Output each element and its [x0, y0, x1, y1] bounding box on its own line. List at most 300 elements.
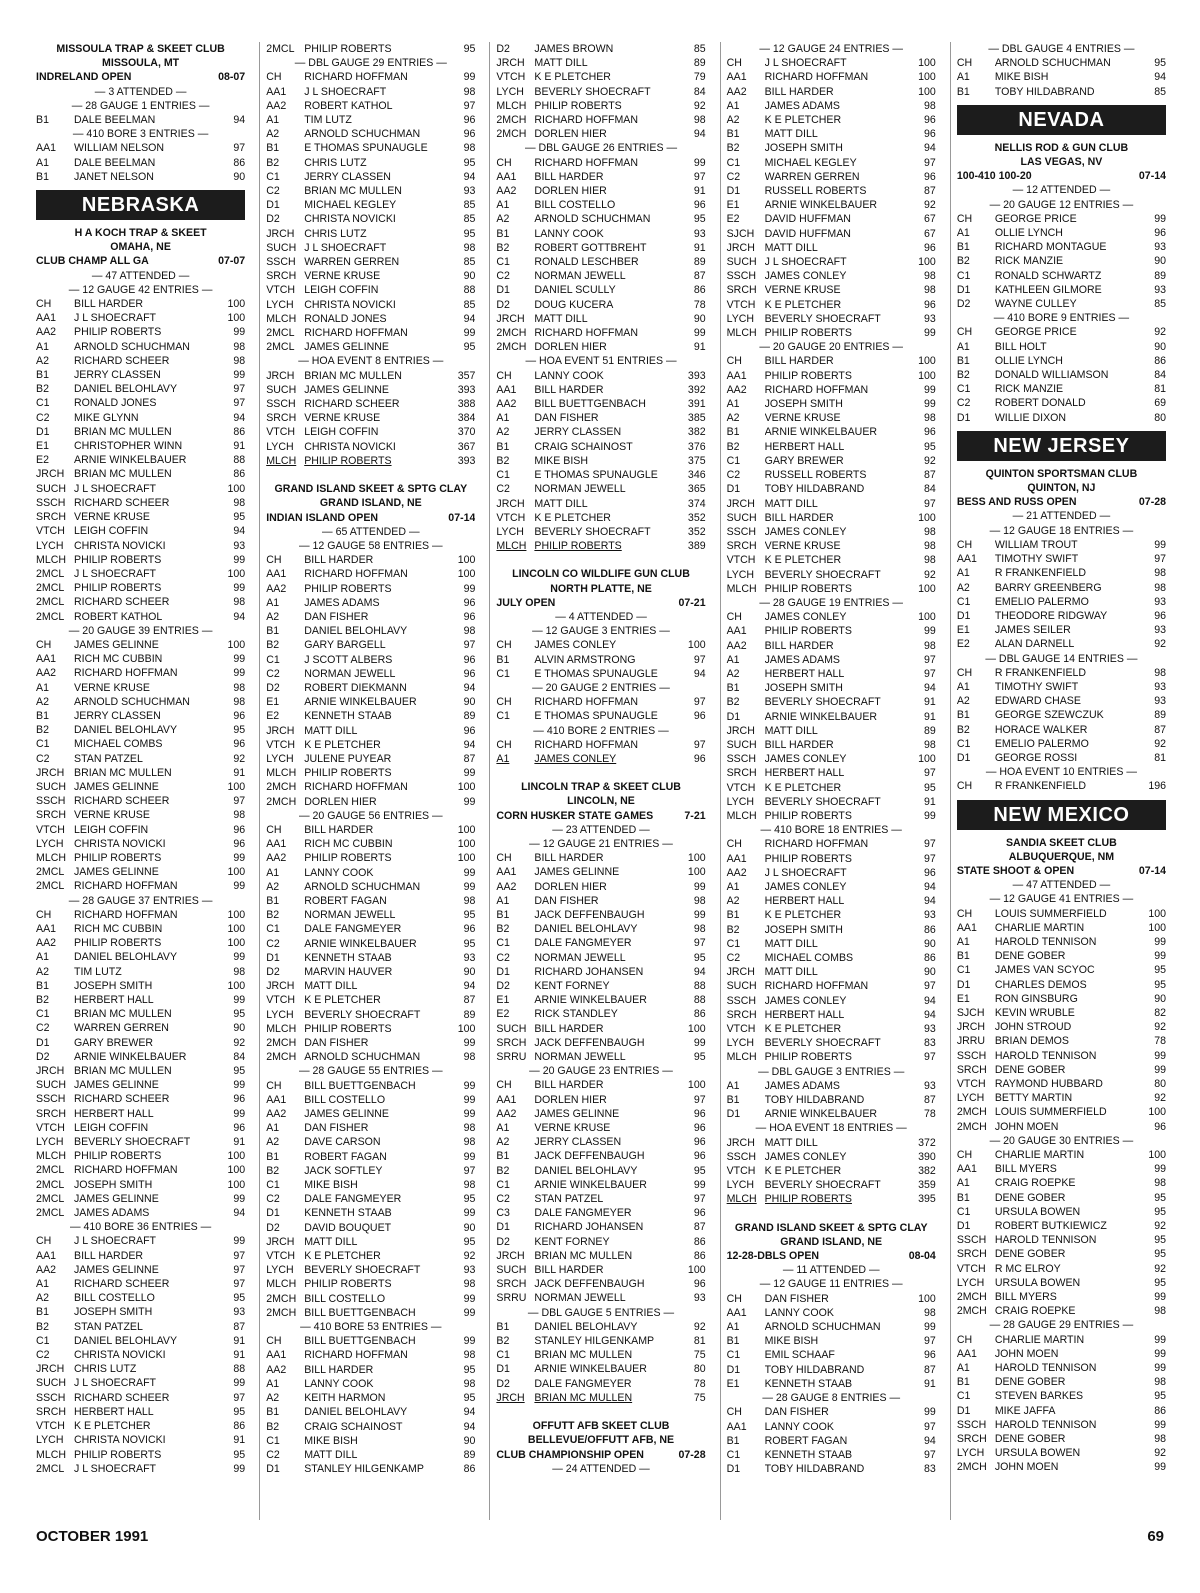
result-class: SRCH [496, 1036, 527, 1049]
result-row [957, 254, 1166, 268]
result-score: 88 [693, 994, 706, 1007]
result-row [727, 511, 936, 525]
result-class: B1 [496, 908, 510, 921]
shooter-name: MICHAEL KEGLEY [304, 199, 397, 212]
shooter-name: HAROLD TENNISON [994, 1049, 1097, 1062]
shooter-name: VERNE KRUSE [764, 284, 841, 297]
result-row [496, 1334, 705, 1348]
shooter-name: RICHARD JOHANSEN [534, 1221, 644, 1234]
shooter-name: JAMES GELINNE [534, 866, 620, 879]
result-row [957, 609, 1166, 623]
shooter-name: CHRIS LUTZ [304, 227, 367, 240]
result-score: 85 [463, 298, 476, 311]
club-heading: LINCOLN, NE [567, 795, 635, 808]
shooter-name: LOUIS SUMMERFIELD [994, 907, 1107, 920]
shooter-name: DAN FISHER [304, 1122, 369, 1135]
result-row [957, 637, 1166, 651]
result-row [266, 1178, 475, 1192]
result-score: 86 [1154, 354, 1167, 367]
result-class: LYCH [266, 1264, 294, 1277]
result-score: 99 [924, 1406, 936, 1419]
event-subheading: — 21 ATTENDED — [1012, 510, 1111, 523]
result-row [496, 1391, 705, 1405]
result-score: 94 [463, 681, 476, 694]
result-row [496, 667, 705, 681]
result-class: AA1 [956, 1347, 977, 1360]
event-subheading: — 12 GAUGE 41 ENTRIES — [989, 893, 1134, 906]
result-row [957, 297, 1166, 311]
shooter-name: DAN FISHER [304, 610, 369, 623]
result-row [36, 950, 245, 964]
result-class: JRCH [726, 497, 755, 510]
result-row [957, 623, 1166, 637]
result-row [36, 368, 245, 382]
result-score: 98 [693, 923, 706, 936]
shooter-name: JAMES ADAMS [764, 99, 840, 112]
result-score: 97 [233, 397, 246, 410]
result-row [496, 497, 705, 511]
shooter-name: CHRIS LUTZ [74, 1363, 137, 1376]
result-class: C1 [726, 1448, 741, 1461]
result-class: MLCH [266, 454, 297, 467]
shooter-name: RICHARD HOFFMAN [74, 908, 178, 921]
result-class: 2MCL [36, 610, 65, 623]
shooter-name: RONALD LESCHBER [534, 256, 639, 269]
result-class: AA1 [36, 142, 57, 155]
shooter-name: JOHN STROUD [994, 1021, 1072, 1034]
shooter-name: BEVERLY SHOECRAFT [764, 1037, 881, 1050]
result-class: CH [266, 71, 282, 84]
result-class: CH [726, 355, 742, 368]
shooter-name: DANIEL SCULLY [534, 284, 616, 297]
result-row [957, 411, 1166, 425]
result-score: 95 [233, 724, 246, 737]
result-score: 86 [924, 923, 936, 936]
shooter-name: BRIAN MC MULLEN [74, 766, 172, 779]
result-score: 95 [233, 1292, 246, 1305]
result-class: A1 [496, 894, 510, 907]
shooter-name: JAMES GELINNE [74, 780, 159, 793]
shooter-name: JOSEPH SMITH [764, 142, 843, 155]
result-row [496, 1206, 705, 1220]
result-score: 93 [693, 1292, 706, 1305]
result-class: 2MCH [266, 1051, 297, 1064]
result-class: B1 [266, 142, 280, 155]
result-row [266, 1405, 475, 1419]
result-score: 95 [1154, 1248, 1167, 1261]
shooter-name: RICH MC CUBBIN [304, 838, 393, 851]
result-row [266, 425, 475, 439]
shooter-name: VERNE KRUSE [74, 681, 150, 694]
result-class: LYCH [956, 1276, 985, 1289]
event-subheading: — DBL GAUGE 29 ENTRIES — [294, 57, 447, 70]
result-score: 374 [687, 497, 706, 510]
result-score: 93 [1154, 680, 1167, 693]
result-row [496, 511, 705, 525]
result-class: A2 [726, 412, 740, 425]
shooter-name: MIKE BISH [764, 1335, 819, 1348]
result-class: B1 [726, 909, 740, 922]
result-class: JRCH [36, 468, 65, 481]
shooter-name: DANIEL BELOHLAVY [74, 1334, 178, 1347]
result-class: C2 [956, 397, 971, 410]
result-row [957, 978, 1166, 992]
result-score: 99 [463, 1037, 476, 1050]
result-class: CH [496, 1079, 512, 1092]
shooter-name: DAN FISHER [534, 412, 599, 425]
shooter-name: WARREN GERREN [304, 256, 400, 269]
result-class: JRCH [726, 724, 755, 737]
event-name: JULY OPEN [496, 596, 556, 609]
result-row [266, 1036, 475, 1050]
result-score: 100 [687, 852, 706, 865]
result-row [496, 397, 705, 411]
result-score: 96 [924, 298, 936, 311]
result-class: SSCH [956, 1049, 987, 1062]
result-score: 94 [463, 1406, 476, 1419]
result-row [266, 227, 475, 241]
result-score: 98 [1154, 1433, 1167, 1446]
result-score: 87 [924, 1094, 936, 1107]
result-class: JRRU [956, 1035, 986, 1048]
result-class: A1 [956, 1362, 970, 1375]
result-row [727, 454, 936, 468]
result-score: 92 [233, 1036, 246, 1049]
shooter-name: JAMES CONLEY [534, 639, 617, 652]
result-score: 100 [457, 568, 476, 581]
result-class: AA1 [726, 1306, 747, 1319]
result-row [36, 496, 245, 510]
shooter-name: JAMES GELINNE [74, 866, 159, 879]
shooter-name: ARNOLD SCHUCHMAN [304, 128, 421, 141]
result-class: D1 [266, 1207, 280, 1220]
shooter-name: JERRY CLASSEN [304, 170, 391, 183]
result-score: 382 [687, 426, 706, 439]
result-row [266, 1206, 475, 1220]
result-class: SSCH [726, 753, 757, 766]
result-class: SUCH [36, 482, 67, 495]
result-score: 98 [924, 270, 936, 283]
shooter-name: BILL HARDER [304, 554, 374, 567]
result-row [957, 538, 1166, 552]
result-score: 89 [463, 1448, 476, 1461]
shooter-name: PHILIP ROBERTS [304, 852, 392, 865]
result-score: 99 [693, 880, 706, 893]
result-row [266, 1093, 475, 1107]
result-class: VTCH [496, 71, 526, 84]
shooter-name: URSULA BOWEN [994, 1276, 1081, 1289]
result-score: 388 [457, 398, 476, 411]
result-class: B1 [726, 682, 740, 695]
result-class: B1 [726, 1335, 740, 1348]
event-name: INDRELAND OPEN [36, 71, 132, 84]
shooter-name: PHILIP ROBERTS [304, 1278, 392, 1291]
club-heading: NELLIS ROD & GUN CLUB [994, 141, 1129, 154]
result-row [727, 639, 936, 653]
result-score: 95 [463, 43, 476, 55]
result-row [266, 553, 475, 567]
result-class: 2MCL [36, 582, 65, 595]
result-class: AA1 [956, 553, 977, 566]
shooter-name: R FRANKENFIELD [994, 780, 1087, 793]
shooter-name: DANIEL BELOHLAVY [74, 383, 178, 396]
result-row [496, 156, 705, 170]
result-class: VTCH [266, 994, 296, 1007]
result-score: 95 [693, 1051, 706, 1064]
result-row [496, 127, 705, 141]
shooter-name: DALE FANGMEYER [534, 937, 632, 950]
result-class: D1 [266, 951, 280, 964]
event-subheading: — 28 GAUGE 1 ENTRIES — [71, 99, 210, 112]
club-heading: QUINTON, NJ [1027, 482, 1096, 495]
result-class: SRCH [36, 511, 67, 524]
result-class: C2 [726, 170, 741, 183]
shooter-name: ROBERT KATHOL [304, 99, 393, 112]
result-class: A1 [956, 227, 970, 240]
shooter-name: RICK MANZIE [994, 255, 1064, 268]
result-class: B2 [496, 923, 510, 936]
result-row [496, 369, 705, 383]
result-class: CH [496, 696, 512, 709]
shooter-name: MATT DILL [764, 241, 818, 254]
result-score: 80 [1154, 1078, 1167, 1090]
result-row [266, 1050, 475, 1064]
shooter-name: BEVERLY SHOECRAFT [764, 1179, 881, 1192]
shooter-name: MATT DILL [764, 1136, 818, 1149]
result-score: 93 [924, 312, 936, 325]
result-class: A1 [726, 99, 740, 112]
result-class: VTCH [266, 1250, 296, 1263]
result-class: MLCH [726, 1051, 757, 1064]
result-row [727, 56, 936, 70]
result-score: 87 [693, 270, 706, 283]
result-row [36, 908, 245, 922]
result-score: 100 [918, 369, 936, 382]
result-class: B1 [956, 1376, 970, 1389]
result-class: 2MCL [36, 880, 65, 893]
result-class: LYCH [36, 1136, 64, 1149]
result-row [266, 624, 475, 638]
shooter-name: ARNIE WINKELBAUER [534, 1363, 647, 1376]
result-row [266, 127, 475, 141]
result-class: C2 [36, 411, 50, 424]
shooter-name: JAMES GELINNE [74, 1192, 159, 1205]
shooter-name: LEIGH COFFIN [304, 426, 379, 439]
shooter-name: BILL COSTELLO [304, 1093, 386, 1106]
result-score: 99 [924, 327, 936, 340]
shooter-name: RUSSELL ROBERTS [764, 469, 867, 482]
result-class: CH [496, 156, 512, 169]
shooter-name: RICHARD HOFFMAN [534, 327, 638, 340]
result-class: CH [266, 823, 282, 836]
shooter-name: GARY BARGELL [304, 639, 386, 652]
shooter-name: PHILIP ROBERTS [764, 852, 852, 865]
result-row [957, 1290, 1166, 1304]
result-row [727, 1050, 936, 1064]
result-score: 67 [924, 227, 936, 240]
shooter-name: RICHARD SCHEER [74, 1093, 170, 1106]
result-score: 90 [693, 312, 706, 325]
shooter-name: JAMES ADAMS [74, 1207, 150, 1220]
result-class: D1 [956, 751, 971, 764]
shooter-name: BILL HARDER [534, 1022, 604, 1035]
event-subheading: — 410 BORE 9 ENTRIES — [993, 312, 1130, 325]
result-score: 98 [1154, 666, 1167, 679]
result-row [266, 681, 475, 695]
shooter-name: RICHARD HOFFMAN [534, 738, 638, 751]
result-row [36, 1405, 245, 1419]
result-row [266, 70, 475, 84]
shooter-name: CHRISTA NOVICKI [304, 298, 396, 311]
result-score: 95 [463, 341, 476, 354]
event-name: BESS AND RUSS OPEN [956, 496, 1077, 509]
result-score: 100 [227, 922, 246, 935]
shooter-name: JOSEPH SMITH [74, 1178, 153, 1191]
shooter-name: R FRANKENFIELD [994, 666, 1087, 679]
result-score: 98 [924, 639, 936, 652]
result-score: 89 [693, 57, 706, 70]
shooter-name: BRIAN MC MULLEN [534, 1391, 633, 1404]
shooter-name: HAROLD TENNISON [994, 1418, 1097, 1431]
result-class: D2 [266, 681, 280, 694]
result-score: 98 [233, 596, 246, 609]
result-score: 93 [693, 227, 706, 240]
shooter-name: DALE FANGMEYER [534, 1377, 632, 1390]
result-row [266, 1391, 475, 1405]
shooter-name: RICHARD HOFFMAN [534, 696, 638, 709]
result-score: 93 [463, 951, 476, 964]
shooter-name: HAROLD TENNISON [994, 935, 1097, 948]
result-class: MLCH [36, 851, 67, 864]
result-row [266, 1221, 475, 1235]
shooter-name: TOBY HILDABRAND [764, 483, 865, 496]
result-score: 93 [1154, 595, 1167, 608]
result-score: 89 [693, 256, 706, 269]
shooter-name: MIKE JAFFA [994, 1404, 1056, 1417]
result-class: D1 [956, 1220, 971, 1233]
result-row [266, 951, 475, 965]
result-score: 78 [1154, 1035, 1167, 1048]
result-score: 93 [924, 1023, 936, 1036]
shooter-name: JACK DEFFENBAUGH [534, 908, 645, 921]
result-class: D1 [36, 425, 50, 438]
result-row [957, 1077, 1166, 1091]
result-row [957, 723, 1166, 737]
event-subheading: — 12 GAUGE 42 ENTRIES — [68, 283, 213, 296]
result-class: A1 [36, 340, 49, 353]
result-row [36, 1092, 245, 1106]
result-class: AA2 [266, 1108, 287, 1121]
result-score: 98 [1154, 1305, 1167, 1318]
result-score: 384 [457, 412, 476, 425]
result-class: SRCH [726, 767, 757, 780]
shooter-name: LEIGH COFFIN [74, 1121, 149, 1134]
shooter-name: JAMES CONLEY [764, 880, 847, 893]
result-score: 98 [463, 1377, 476, 1390]
result-row [36, 1206, 245, 1220]
result-row [266, 596, 475, 610]
result-score: 86 [463, 1463, 476, 1476]
result-class: CH [956, 212, 973, 225]
shooter-name: JACK DEFFENBAUGH [534, 1036, 645, 1049]
result-score: 96 [1154, 1120, 1167, 1133]
shooter-name: NORMAN JEWELL [534, 483, 626, 496]
result-class: CH [496, 369, 512, 382]
result-score: 98 [233, 695, 246, 708]
result-score: 97 [233, 795, 246, 808]
shooter-name: NORMAN JEWELL [304, 909, 396, 922]
result-class: B1 [266, 1150, 280, 1163]
result-class: B1 [956, 709, 970, 722]
result-row [957, 1446, 1166, 1460]
result-row [727, 113, 936, 127]
result-score: 393 [687, 369, 706, 382]
result-score: 96 [233, 1093, 246, 1106]
result-row [496, 1178, 705, 1192]
result-class: LYCH [266, 752, 294, 765]
shooter-name: DENE GOBER [994, 950, 1066, 963]
shooter-name: J L SHOECRAFT [74, 1235, 157, 1248]
shooter-name: K E PLETCHER [764, 1165, 842, 1178]
result-row [36, 1036, 245, 1050]
result-class: B1 [36, 1306, 49, 1319]
event-subheading: — 410 BORE 53 ENTRIES — [300, 1321, 442, 1334]
result-class: AA2 [496, 185, 517, 198]
result-class: 2MCH [266, 781, 297, 794]
result-score: 86 [233, 425, 246, 438]
result-class: AA2 [266, 852, 287, 865]
shooter-name: BILL HARDER [764, 85, 834, 98]
result-row [266, 298, 475, 312]
result-score: 94 [233, 114, 246, 127]
result-class: VTCH [36, 823, 65, 836]
shooter-name: WILLIAM TROUT [994, 538, 1078, 551]
result-class: B1 [266, 894, 280, 907]
result-class: A1 [956, 680, 970, 693]
shooter-name: RAYMOND HUBBARD [994, 1078, 1103, 1090]
result-row [957, 325, 1166, 339]
result-class: E1 [36, 440, 49, 453]
event-subheading: — 12 ATTENDED — [1012, 184, 1111, 197]
result-score: 99 [233, 880, 246, 893]
shooter-name: DANIEL BELOHLAVY [534, 1164, 638, 1177]
result-score: 100 [918, 1292, 936, 1305]
result-class: 2MCH [496, 128, 527, 141]
result-row [496, 227, 705, 241]
result-class: A1 [266, 596, 280, 609]
result-row [727, 1292, 936, 1306]
result-class: AA1 [956, 921, 977, 934]
event-title [496, 809, 705, 823]
result-row [36, 553, 245, 567]
shooter-name: ROBERT KATHOL [74, 610, 163, 623]
result-score: 98 [463, 241, 476, 254]
result-row [266, 1107, 475, 1121]
shooter-name: VERNE KRUSE [534, 1122, 611, 1135]
result-score: 100 [457, 823, 476, 836]
result-row [266, 255, 475, 269]
result-row [727, 141, 936, 155]
result-row [957, 1162, 1166, 1176]
result-score: 98 [463, 1278, 476, 1291]
result-score: 91 [924, 696, 936, 709]
result-score: 100 [227, 1164, 246, 1177]
result-class: SSCH [726, 994, 757, 1007]
result-row [266, 823, 475, 837]
result-row [36, 780, 245, 794]
shooter-name: PHILIP ROBERTS [74, 1448, 162, 1461]
shooter-name: RON GINSBURG [994, 992, 1078, 1005]
